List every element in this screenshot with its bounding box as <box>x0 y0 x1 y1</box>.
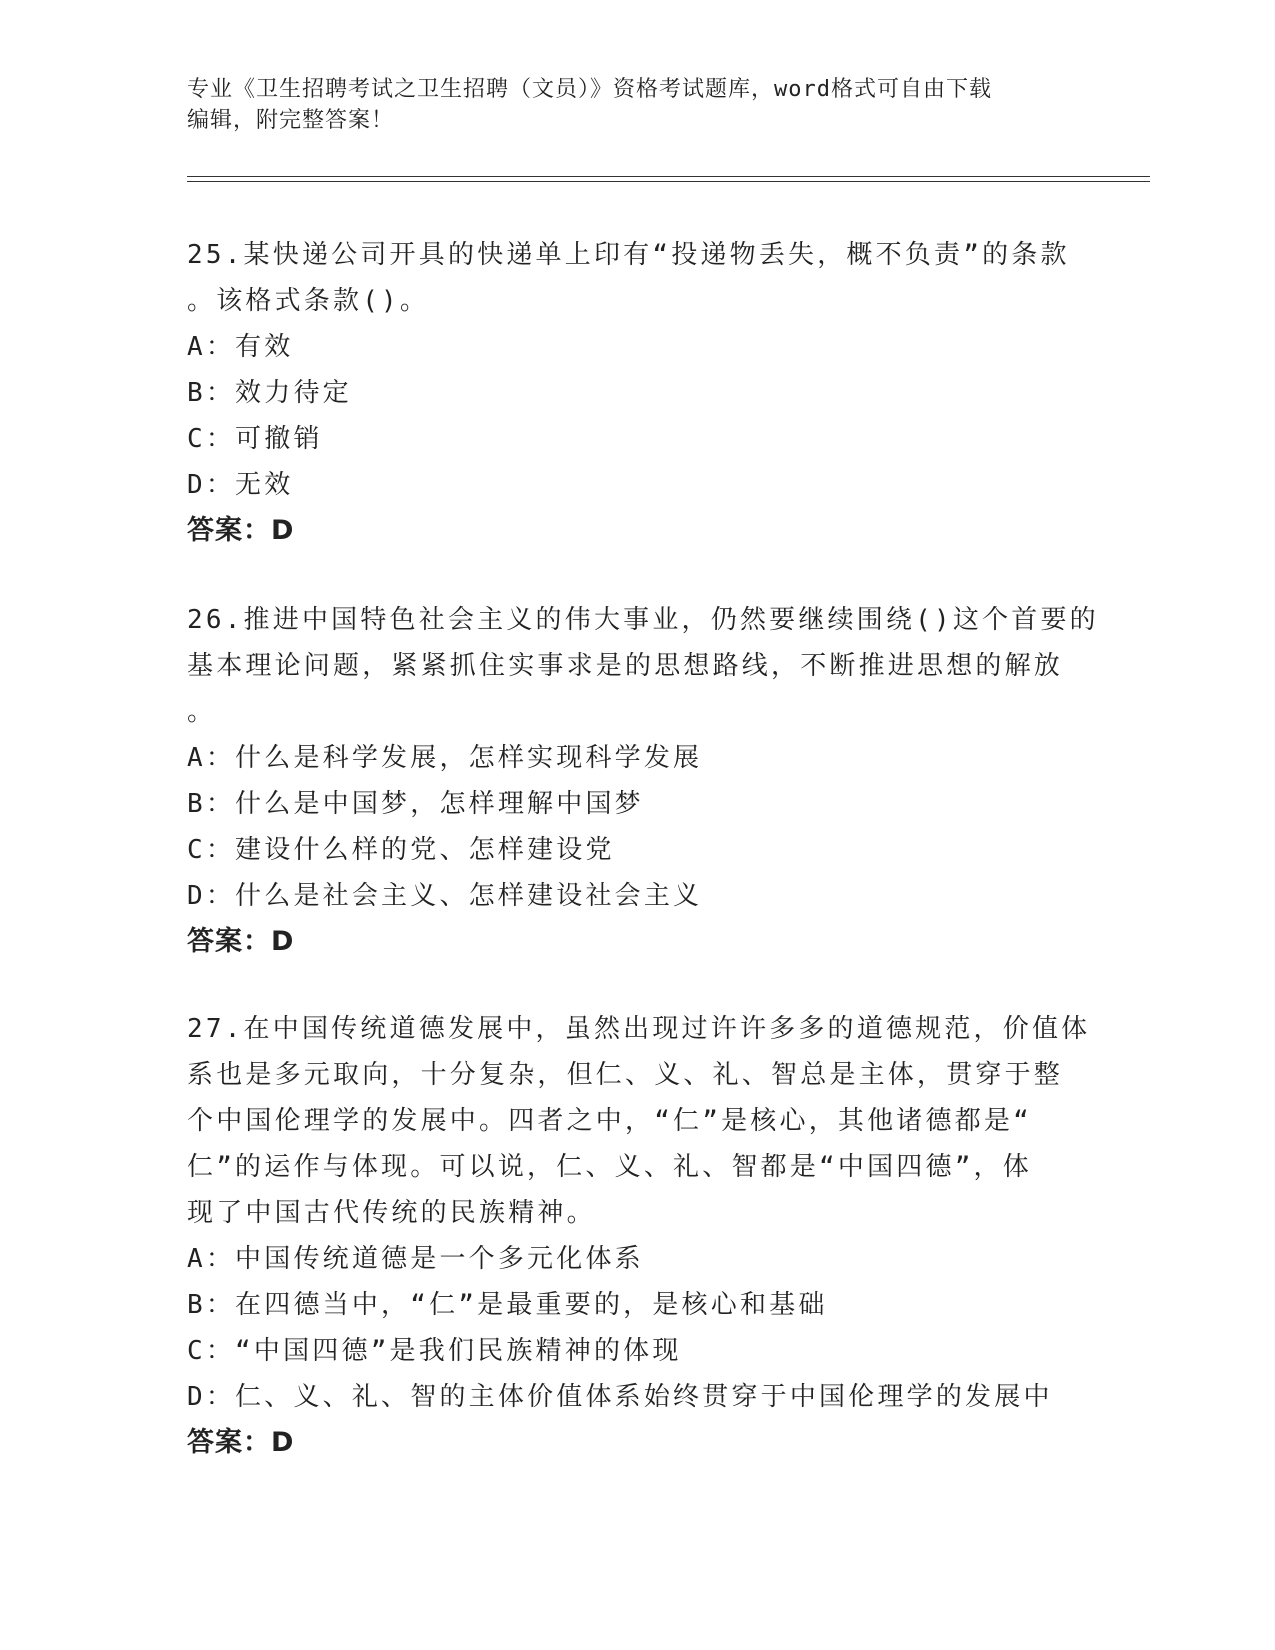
question-text-line: 基本理论问题，紧紧抓住实事求是的思想路线，不断推进思想的解放 <box>187 651 1064 681</box>
question-text-line: 25.某快递公司开具的快递单上印有“投递物丢失，概不负责”的条款 <box>187 240 1070 270</box>
option-c: C：可撤销 <box>187 424 323 454</box>
question-26 <box>187 597 1099 965</box>
question-text-line: 。该格式条款()。 <box>187 286 430 316</box>
option-b: B：效力待定 <box>187 378 352 408</box>
question-text-line: 个中国伦理学的发展中。四者之中，“仁”是核心，其他诸德都是“ <box>187 1106 1032 1136</box>
header-divider-bottom <box>187 181 1150 182</box>
question-text-line: 系也是多元取向，十分复杂，但仁、义、礼、智总是主体，贯穿于整 <box>187 1060 1064 1090</box>
answer-label: 答案：D <box>187 515 295 546</box>
option-b: B：什么是中国梦，怎样理解中国梦 <box>187 789 644 819</box>
question-text-line: 。 <box>187 697 217 727</box>
question-25 <box>187 232 1087 554</box>
option-c: C：建设什么样的党、怎样建设党 <box>187 835 615 865</box>
option-a: A：什么是科学发展，怎样实现科学发展 <box>187 743 703 773</box>
document-header <box>187 74 1087 136</box>
answer-label: 答案：D <box>187 1427 295 1458</box>
header-line-1: 专业《卫生招聘考试之卫生招聘（文员）》资格考试题库，word格式可自由下载 <box>187 77 992 102</box>
option-d: D：什么是社会主义、怎样建设社会主义 <box>187 881 703 911</box>
answer-label: 答案：D <box>187 926 295 957</box>
option-d: D：仁、义、礼、智的主体价值体系始终贯穿于中国伦理学的发展中 <box>187 1382 1053 1412</box>
question-27 <box>187 1006 1091 1466</box>
header-divider-top <box>187 176 1150 177</box>
option-b: B：在四德当中，“仁”是最重要的，是核心和基础 <box>187 1290 828 1320</box>
question-text-line: 27.在中国传统道德发展中，虽然出现过许许多多的道德规范，价值体 <box>187 1014 1091 1044</box>
question-text-line: 26.推进中国特色社会主义的伟大事业，仍然要继续围绕()这个首要的 <box>187 605 1099 635</box>
option-a: A：中国传统道德是一个多元化体系 <box>187 1244 644 1274</box>
option-a: A：有效 <box>187 332 294 362</box>
option-c: C：“中国四德”是我们民族精神的体现 <box>187 1336 682 1366</box>
question-text-line: 仁”的运作与体现。可以说，仁、义、礼、智都是“中国四德”，体 <box>187 1152 1032 1182</box>
option-d: D：无效 <box>187 470 294 500</box>
header-line-2: 编辑，附完整答案！ <box>187 108 395 133</box>
question-text-line: 现了中国古代传统的民族精神。 <box>187 1198 596 1228</box>
